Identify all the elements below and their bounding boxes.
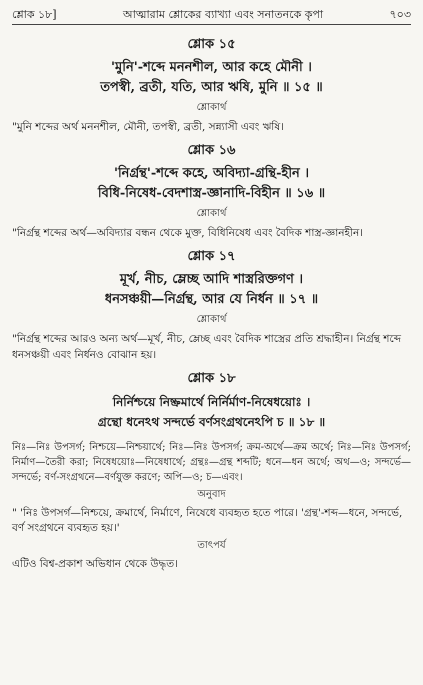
page-header [12,6,411,25]
verse-16-line-1: 'নির্গ্রন্থ'-শব্দে কহে, অবিদ্যা-গ্রন্থি-হীন । [113,166,309,181]
verse-17-heading: শ্লোক ১৭ [187,249,236,264]
verse-17-translation-label: শ্লোকার্থ [196,314,227,325]
verse-18-purport: এটিও বিশ্ব-প্রকাশ অভিধান থেকে উদ্ধৃত। [12,558,178,570]
verse-18-anubad: " 'নিঃ উপসর্গ—নিশ্চয়ে, ক্রমার্থে, নির্মাণে, নিষেধে ব্যবহৃত হতে পারে। 'গ্রন্থ'-শব্দ—ধনে, সন্দর্ভে, বর্ণ সংগ্রথনে ব্যবহৃত হয়।' [12,507,403,534]
verse-16-translation: "নির্গ্রন্থ শব্দের অর্থ—অবিদ্যার বন্ধন থেকে মুক্ত, বিধিনিষেধ এবং বৈদিক শাস্ত্র-জ্ঞানহীন। [12,227,364,239]
verse-18-anubad-label: অনুবাদ [197,489,226,500]
verse-15-line-1: 'মুনি'-শব্দে মননশীল, আর কহে মৌনী । [111,60,312,75]
verse-18-heading: শ্লোক ১৮ [187,371,236,386]
verse-18-purport-label: তাৎপর্য [197,540,226,551]
verse-15-line-2: তপস্বী, ব্রতী, যতি, আর ঋষি, মুনি ॥ ১৫ ॥ [100,80,323,95]
verse-18-line-2: গ্রন্থো ধনেঽথ সন্দর্ভে বর্ণসংগ্রথনেঽপি চ ॥ ১৮ ॥ [97,415,326,429]
verse-16-translation-label: শ্লোকার্থ [196,208,227,219]
verse-17-line-1: মূর্খ, নীচ, ম্লেচ্ছ আদি শাস্ত্ররিক্তগণ । [119,272,304,287]
verse-16-heading: শ্লোক ১৬ [187,143,236,158]
verse-18-word-meanings: নিঃ—নিঃ উপসর্গ; নিশ্চয়ে—নিশ্চয়ার্থে; নিঃ—নিঃ উপসর্গ; ক্রম-অর্থে—ক্রম অর্থে; নিঃ—নিঃ উপসর্গ; নির্মাণ—তৈরী করা; নিষেধয়োঃ—নিষেধার্থে; গ্রন্থঃ—গ্রন্থ শব্দটি; ধনে—ধন অর্থে; অথ—ও; সন্দর্ভে—সন্দর্ভে; বর্ণ-সংগ্রথনে—বর্ণযুক্ত করণে; অপি—ও; চ—এবং। [12,442,411,483]
header-verse-ref: শ্লোক ১৮] [12,8,57,21]
verse-15-heading: শ্লোক ১৫ [187,37,236,52]
verse-16-line-2: বিধি-নিষেধ-বেদশাস্ত্র-জ্ঞানাদি-বিহীন ॥ ১৬ ॥ [97,186,326,201]
verse-17-line-2: ধনসঞ্চয়ী—নির্গ্রন্থ, আর যে নির্ধন ॥ ১৭ ॥ [104,292,319,307]
chapter-title: আত্মারাম শ্লোকের ব্যাখ্যা এবং সনাতনকে কৃপা [123,8,324,21]
verse-17-translation: "নির্গ্রন্থ শব্দের আরও অন্য অর্থ—মূর্খ, নীচ, ম্লেচ্ছ এবং বৈদিক শাস্ত্রের প্রতি শ্রদ্ধাহীন। নির্গ্রন্থ শব্দে ধনসঞ্চয়ী এবং নির্ধনও বোঝান হয়। [12,333,402,361]
verse-15-translation-label: শ্লোকার্থ [196,102,227,113]
page-number: ৭০৩ [389,8,411,21]
verse-18-line-1: নির্নিশ্চয়ে নিষ্ক্রমার্থে নির্নির্মাণ-নিষেধয়োঃ । [112,395,311,409]
verse-15-translation: "মুনি শব্দের অর্থ মননশীল, মৌনী, তপস্বী, ব্রতী, সন্ন্যাসী এবং ঋষি। [12,121,284,133]
